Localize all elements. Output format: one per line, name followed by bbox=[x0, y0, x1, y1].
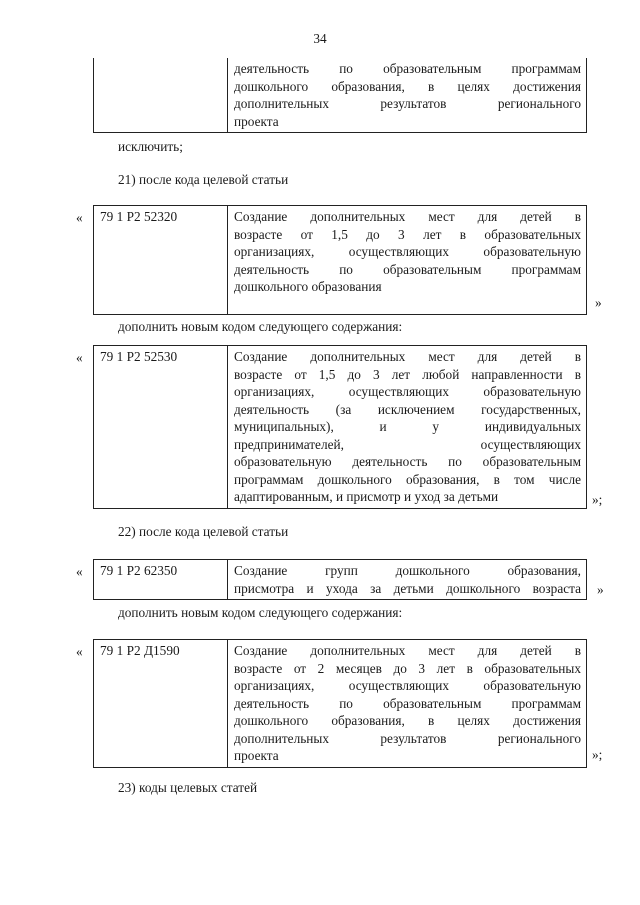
desc-line: дошкольного образования, в целях достижения bbox=[234, 78, 581, 94]
desc-line: адаптированным, и присмотр и уход за детьми bbox=[234, 489, 499, 504]
paragraph-21: 21) после кода целевой статьи bbox=[118, 172, 289, 187]
desc-line: проекта bbox=[234, 748, 279, 763]
open-quote: « bbox=[76, 564, 83, 579]
paragraph-23: 23) коды целевых статей bbox=[118, 780, 258, 795]
close-quote: » bbox=[597, 582, 604, 597]
desc-line: муниципальных), и у индивидуальных bbox=[234, 419, 581, 434]
code-cell: 79 1 Р2 52320 bbox=[94, 206, 228, 314]
desc-line: предпринимателей, осуществляющих bbox=[234, 436, 581, 452]
close-quote-semicolon: »; bbox=[592, 747, 603, 762]
desc-line: Создание дополнительных мест для детей в bbox=[234, 643, 581, 658]
desc-line: организациях, осуществляющих образовательную bbox=[234, 678, 581, 693]
paragraph-22: 22) после кода целевой статьи bbox=[118, 524, 289, 539]
desc-cell bbox=[228, 346, 586, 508]
table-code-52530 bbox=[93, 345, 587, 509]
table-desc-cell bbox=[228, 58, 586, 132]
desc-line: программам дошкольного образования, в том числе bbox=[234, 471, 581, 487]
desc-line: организациях, осуществляющих образовательную bbox=[234, 384, 581, 399]
code-cell: 79 1 Р2 Д1590 bbox=[94, 640, 228, 767]
table-top-continuation bbox=[93, 58, 587, 133]
desc-line: Создание групп дошкольного образования, bbox=[234, 563, 581, 578]
close-quote-semicolon: »; bbox=[592, 492, 603, 507]
desc-line: возрасте от 2 месяцев до 3 лет в образовательных bbox=[234, 660, 581, 676]
desc-line: организациях, осуществляющих образовательную bbox=[234, 244, 581, 259]
desc-line: дополнительных результатов регионального bbox=[234, 96, 581, 111]
desc-cell bbox=[228, 640, 586, 767]
desc-line: образовательную деятельность по образовательным bbox=[234, 454, 581, 469]
paragraph-add-code: дополнить новым кодом следующего содержания: bbox=[118, 605, 403, 620]
desc-line: деятельность по образовательным программам bbox=[234, 695, 581, 711]
desc-line: присмотра и ухода за детьми дошкольного возраста bbox=[234, 580, 581, 596]
code-cell: 79 1 Р2 62350 bbox=[94, 560, 228, 599]
desc-line: деятельность по образовательным программам bbox=[234, 61, 581, 76]
desc-line: возрасте от 1,5 до 3 лет любой направленности в bbox=[234, 366, 581, 382]
desc-cell bbox=[228, 206, 586, 314]
desc-line: деятельность (за исключением государственных, bbox=[234, 401, 581, 417]
desc-line: Создание дополнительных мест для детей в bbox=[234, 209, 581, 224]
page-number: 34 bbox=[313, 31, 327, 46]
table-code-62350 bbox=[93, 559, 587, 600]
desc-line: деятельность по образовательным программам bbox=[234, 261, 581, 277]
table-code-d1590 bbox=[93, 639, 587, 768]
desc-line: возрасте от 1,5 до 3 лет в образовательных bbox=[234, 226, 581, 242]
table-code-cell bbox=[94, 58, 228, 132]
code-cell: 79 1 Р2 52530 bbox=[94, 346, 228, 508]
desc-line: дошкольного образования bbox=[234, 279, 382, 294]
paragraph-add-code: дополнить новым кодом следующего содержания: bbox=[118, 319, 403, 334]
desc-line: дополнительных результатов регионального bbox=[234, 730, 581, 746]
desc-line: дошкольного образования, в целях достижения bbox=[234, 713, 581, 728]
desc-line: проекта bbox=[234, 113, 279, 129]
table-code-52320 bbox=[93, 205, 587, 315]
paragraph-exclude: исключить; bbox=[118, 139, 183, 154]
desc-line: Создание дополнительных мест для детей в bbox=[234, 349, 581, 364]
close-quote: » bbox=[595, 295, 602, 310]
open-quote: « bbox=[76, 210, 83, 225]
open-quote: « bbox=[76, 644, 83, 659]
open-quote: « bbox=[76, 350, 83, 365]
desc-cell bbox=[228, 560, 586, 599]
